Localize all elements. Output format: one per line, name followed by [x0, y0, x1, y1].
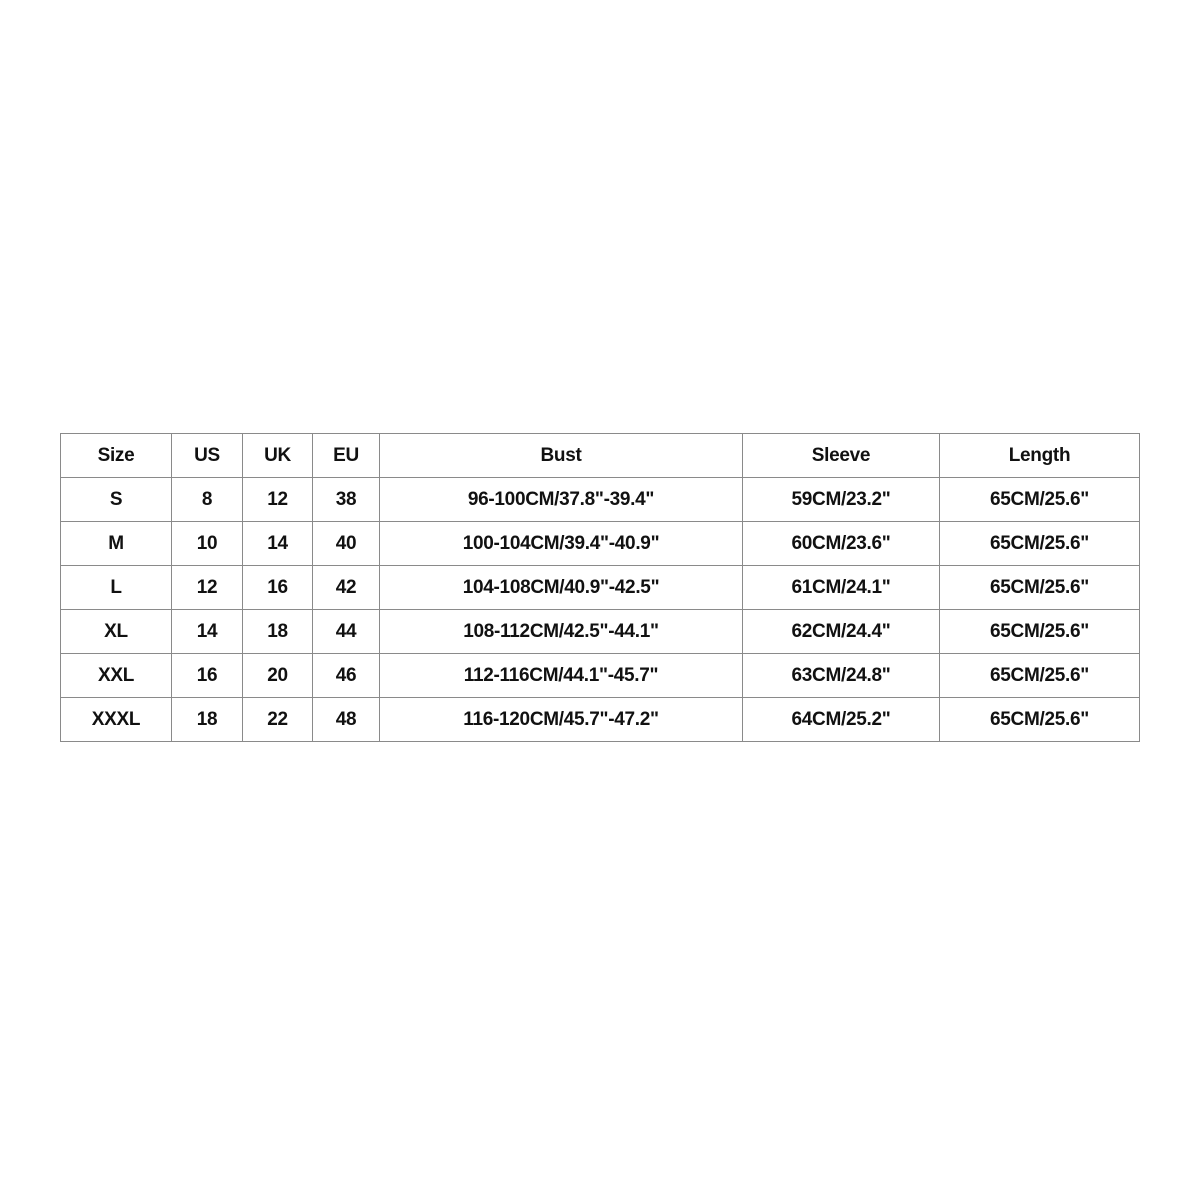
cell-length: 65CM/25.6" — [940, 610, 1140, 654]
header-length: Length — [940, 434, 1140, 478]
cell-length: 65CM/25.6" — [940, 566, 1140, 610]
cell-sleeve: 62CM/24.4" — [743, 610, 940, 654]
cell-bust: 96-100CM/37.8"-39.4" — [380, 478, 743, 522]
cell-bust: 104-108CM/40.9"-42.5" — [380, 566, 743, 610]
cell-size: L — [61, 566, 172, 610]
cell-uk: 12 — [243, 478, 313, 522]
cell-sleeve: 61CM/24.1" — [743, 566, 940, 610]
cell-us: 18 — [172, 698, 243, 742]
cell-length: 65CM/25.6" — [940, 522, 1140, 566]
cell-length: 65CM/25.6" — [940, 478, 1140, 522]
cell-bust: 116-120CM/45.7"-47.2" — [380, 698, 743, 742]
cell-bust: 112-116CM/44.1"-45.7" — [380, 654, 743, 698]
cell-eu: 40 — [313, 522, 380, 566]
header-bust: Bust — [380, 434, 743, 478]
table-row — [61, 610, 1140, 654]
header-uk: UK — [243, 434, 313, 478]
table-row — [61, 654, 1140, 698]
cell-sleeve: 59CM/23.2" — [743, 478, 940, 522]
cell-us: 10 — [172, 522, 243, 566]
cell-eu: 48 — [313, 698, 380, 742]
table-row — [61, 698, 1140, 742]
cell-size: XXL — [61, 654, 172, 698]
table-row — [61, 566, 1140, 610]
cell-uk: 16 — [243, 566, 313, 610]
cell-size: XL — [61, 610, 172, 654]
table-header-row — [61, 434, 1140, 478]
cell-bust: 100-104CM/39.4"-40.9" — [380, 522, 743, 566]
cell-eu: 38 — [313, 478, 380, 522]
cell-us: 16 — [172, 654, 243, 698]
cell-eu: 44 — [313, 610, 380, 654]
cell-length: 65CM/25.6" — [940, 698, 1140, 742]
cell-uk: 18 — [243, 610, 313, 654]
cell-us: 8 — [172, 478, 243, 522]
cell-size: M — [61, 522, 172, 566]
size-chart-table — [60, 433, 1140, 742]
header-size: Size — [61, 434, 172, 478]
cell-us: 12 — [172, 566, 243, 610]
cell-uk: 22 — [243, 698, 313, 742]
header-us: US — [172, 434, 243, 478]
cell-eu: 42 — [313, 566, 380, 610]
header-sleeve: Sleeve — [743, 434, 940, 478]
cell-uk: 14 — [243, 522, 313, 566]
cell-sleeve: 63CM/24.8" — [743, 654, 940, 698]
cell-length: 65CM/25.6" — [940, 654, 1140, 698]
table-row — [61, 478, 1140, 522]
cell-bust: 108-112CM/42.5"-44.1" — [380, 610, 743, 654]
cell-sleeve: 60CM/23.6" — [743, 522, 940, 566]
table-row — [61, 522, 1140, 566]
cell-size: XXXL — [61, 698, 172, 742]
cell-sleeve: 64CM/25.2" — [743, 698, 940, 742]
header-eu: EU — [313, 434, 380, 478]
cell-us: 14 — [172, 610, 243, 654]
cell-eu: 46 — [313, 654, 380, 698]
cell-uk: 20 — [243, 654, 313, 698]
cell-size: S — [61, 478, 172, 522]
